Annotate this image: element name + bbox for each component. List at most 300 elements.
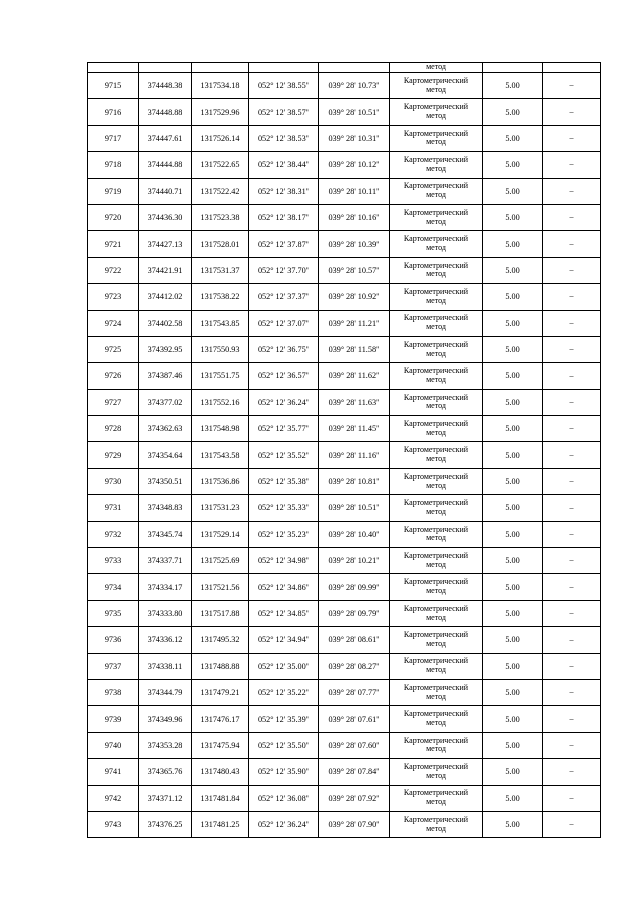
cell-x: 374365.76 — [139, 759, 192, 785]
cell-point: 9725 — [88, 336, 139, 362]
method-text: метод — [426, 559, 446, 569]
cell-longitude: 039° 28' 10.57" — [319, 257, 390, 283]
method-text: метод — [426, 770, 446, 780]
method-text: метод — [426, 665, 446, 675]
cell-point: 9721 — [88, 231, 139, 257]
method-text: метод — [426, 137, 446, 147]
cell-point: 9724 — [88, 310, 139, 336]
method-text: метод — [426, 348, 446, 358]
cell-method: метод — [390, 63, 483, 73]
method-text: Картометрический — [403, 550, 469, 560]
method-text: метод — [426, 243, 446, 253]
cell-latitude: 052° 12' 34.85" — [249, 600, 319, 626]
cell-x: 374448.88 — [139, 99, 192, 125]
cell-x: 374337.71 — [139, 548, 192, 574]
cell-accuracy: 5.00 — [483, 468, 543, 494]
cell-longitude: 039° 28' 10.21" — [319, 548, 390, 574]
cell-point: 9717 — [88, 125, 139, 151]
cell-accuracy: 5.00 — [483, 785, 543, 811]
cell-x: 374377.02 — [139, 389, 192, 415]
cell-method — [390, 785, 483, 811]
table-row — [88, 73, 601, 99]
cell-latitude: 052° 12' 37.37" — [249, 284, 319, 310]
cell-method — [390, 706, 483, 732]
cell-accuracy: 5.00 — [483, 653, 543, 679]
cell-longitude: 039° 28' 11.45" — [319, 416, 390, 442]
cell-longitude: 039° 28' 10.81" — [319, 468, 390, 494]
cell-accuracy: 5.00 — [483, 679, 543, 705]
cell-accuracy: 5.00 — [483, 627, 543, 653]
cell-longitude: 039° 28' 11.62" — [319, 363, 390, 389]
cell-method — [390, 204, 483, 230]
method-text: Картометрический — [403, 418, 469, 428]
table-row — [88, 204, 601, 230]
cell-point: 9741 — [88, 759, 139, 785]
method-text: метод — [426, 506, 446, 516]
cell-note: – — [543, 363, 601, 389]
cell-accuracy: 5.00 — [483, 521, 543, 547]
cell-longitude: 039° 28' 08.61" — [319, 627, 390, 653]
cell-note: – — [543, 679, 601, 705]
cell-latitude: 052° 12' 38.53" — [249, 125, 319, 151]
cell-accuracy: 5.00 — [483, 548, 543, 574]
table-row — [88, 495, 601, 521]
cell-latitude: 052° 12' 36.08" — [249, 785, 319, 811]
cell-point: 9719 — [88, 178, 139, 204]
cell-point: 9735 — [88, 600, 139, 626]
cell-longitude — [319, 63, 390, 73]
cell-latitude: 052° 12' 37.70" — [249, 257, 319, 283]
cell-method — [390, 389, 483, 415]
cell-longitude: 039° 28' 09.79" — [319, 600, 390, 626]
cell-point: 9733 — [88, 548, 139, 574]
cell-point: 9743 — [88, 811, 139, 837]
cell-point: 9727 — [88, 389, 139, 415]
method-text: метод — [426, 638, 446, 648]
cell-accuracy: 5.00 — [483, 204, 543, 230]
method-text: Картометрический — [403, 603, 469, 613]
cell-point: 9736 — [88, 627, 139, 653]
cell-method — [390, 257, 483, 283]
cell-note — [543, 63, 601, 73]
cell-accuracy: 5.00 — [483, 416, 543, 442]
cell-latitude: 052° 12' 35.52" — [249, 442, 319, 468]
method-text: Картометрический — [403, 682, 469, 692]
cell-accuracy: 5.00 — [483, 811, 543, 837]
cell-y: 1317543.85 — [192, 310, 249, 336]
table-row — [88, 442, 601, 468]
method-text: метод — [426, 823, 446, 833]
cell-x: 374387.46 — [139, 363, 192, 389]
cell-method — [390, 759, 483, 785]
cell-note: – — [543, 468, 601, 494]
cell-longitude: 039° 28' 11.21" — [319, 310, 390, 336]
cell-x: 374447.61 — [139, 125, 192, 151]
method-text: Картометрический — [403, 524, 469, 534]
cell-y: 1317543.58 — [192, 442, 249, 468]
cell-longitude: 039° 28' 07.60" — [319, 732, 390, 758]
cell-note: – — [543, 389, 601, 415]
cell-x: 374436.30 — [139, 204, 192, 230]
table-row — [88, 521, 601, 547]
cell-latitude: 052° 12' 34.94" — [249, 627, 319, 653]
cell-method — [390, 125, 483, 151]
cell-longitude: 039° 28' 10.73" — [319, 73, 390, 99]
table-row — [88, 231, 601, 257]
method-text: метод — [426, 216, 446, 226]
cell-note: – — [543, 495, 601, 521]
cell-latitude: 052° 12' 38.17" — [249, 204, 319, 230]
cell-y: 1317550.93 — [192, 336, 249, 362]
cell-longitude: 039° 28' 10.12" — [319, 152, 390, 178]
table-row — [88, 785, 601, 811]
method-text: Картометрический — [403, 128, 469, 138]
cell-latitude: 052° 12' 35.90" — [249, 759, 319, 785]
table-row — [88, 336, 601, 362]
cell-x: 374362.63 — [139, 416, 192, 442]
table-row — [88, 284, 601, 310]
cell-note: – — [543, 627, 601, 653]
cell-x: 374345.74 — [139, 521, 192, 547]
method-text: метод — [426, 111, 446, 121]
cell-point: 9723 — [88, 284, 139, 310]
cell-note: – — [543, 785, 601, 811]
cell-latitude: 052° 12' 34.86" — [249, 574, 319, 600]
cell-point: 9720 — [88, 204, 139, 230]
cell-x: 374354.64 — [139, 442, 192, 468]
table-row — [88, 811, 601, 837]
cell-longitude: 039° 28' 10.11" — [319, 178, 390, 204]
method-text: Картометрический — [403, 339, 469, 349]
cell-accuracy: 5.00 — [483, 178, 543, 204]
table-row — [88, 178, 601, 204]
method-text: Картометрический — [403, 735, 469, 745]
cell-note: – — [543, 336, 601, 362]
cell-accuracy: 5.00 — [483, 706, 543, 732]
cell-method — [390, 442, 483, 468]
cell-longitude: 039° 28' 11.16" — [319, 442, 390, 468]
cell-method — [390, 231, 483, 257]
cell-note: – — [543, 284, 601, 310]
cell-y: 1317536.86 — [192, 468, 249, 494]
method-text: Картометрический — [403, 498, 469, 508]
cell-note: – — [543, 706, 601, 732]
cell-point: 9739 — [88, 706, 139, 732]
cell-accuracy: 5.00 — [483, 336, 543, 362]
cell-y: 1317479.21 — [192, 679, 249, 705]
cell-note: – — [543, 416, 601, 442]
table-row — [88, 574, 601, 600]
cell-x: 374350.51 — [139, 468, 192, 494]
cell-accuracy: 5.00 — [483, 99, 543, 125]
cell-accuracy: 5.00 — [483, 310, 543, 336]
method-text: метод — [426, 84, 446, 94]
cell-longitude: 039° 28' 07.90" — [319, 811, 390, 837]
cell-x: 374353.28 — [139, 732, 192, 758]
cell-accuracy: 5.00 — [483, 363, 543, 389]
cell-point: 9730 — [88, 468, 139, 494]
cell-longitude: 039° 28' 08.27" — [319, 653, 390, 679]
cell-y: 1317488.88 — [192, 653, 249, 679]
cell-latitude: 052° 12' 36.75" — [249, 336, 319, 362]
cell-note: – — [543, 257, 601, 283]
cell-y: 1317529.96 — [192, 99, 249, 125]
cell-method — [390, 468, 483, 494]
cell-note: – — [543, 178, 601, 204]
cell-point: 9737 — [88, 653, 139, 679]
cell-method — [390, 548, 483, 574]
cell-y: 1317528.01 — [192, 231, 249, 257]
table-row — [88, 679, 601, 705]
method-text: Картометрический — [403, 207, 469, 217]
cell-x: 374348.83 — [139, 495, 192, 521]
cell-note: – — [543, 125, 601, 151]
cell-x — [139, 63, 192, 73]
cell-latitude: 052° 12' 35.50" — [249, 732, 319, 758]
cell-point: 9715 — [88, 73, 139, 99]
cell-point: 9738 — [88, 679, 139, 705]
cell-latitude: 052° 12' 35.33" — [249, 495, 319, 521]
cell-longitude: 039° 28' 10.51" — [319, 99, 390, 125]
cell-longitude: 039° 28' 10.39" — [319, 231, 390, 257]
cell-longitude: 039° 28' 07.92" — [319, 785, 390, 811]
cell-longitude: 039° 28' 10.51" — [319, 495, 390, 521]
cell-point: 9728 — [88, 416, 139, 442]
cell-note: – — [543, 759, 601, 785]
cell-x: 374338.11 — [139, 653, 192, 679]
cell-y: 1317552.16 — [192, 389, 249, 415]
cell-latitude: 052° 12' 38.55" — [249, 73, 319, 99]
cell-method — [390, 574, 483, 600]
cell-note: – — [543, 548, 601, 574]
cell-longitude: 039° 28' 10.92" — [319, 284, 390, 310]
cell-accuracy: 5.00 — [483, 284, 543, 310]
cell-point: 9726 — [88, 363, 139, 389]
cell-method — [390, 178, 483, 204]
cell-longitude: 039° 28' 11.58" — [319, 336, 390, 362]
table-row — [88, 363, 601, 389]
cell-latitude: 052° 12' 37.07" — [249, 310, 319, 336]
cell-method — [390, 732, 483, 758]
cell-note: – — [543, 152, 601, 178]
cell-latitude: 052° 12' 35.23" — [249, 521, 319, 547]
document-page — [87, 62, 601, 838]
cell-y: 1317523.38 — [192, 204, 249, 230]
cell-y: 1317529.14 — [192, 521, 249, 547]
method-text: Картометрический — [403, 630, 469, 640]
method-text: Картометрический — [403, 762, 469, 772]
cell-y: 1317521.56 — [192, 574, 249, 600]
cell-note: – — [543, 653, 601, 679]
cell-note: – — [543, 442, 601, 468]
method-text: Картометрический — [403, 181, 469, 191]
cell-accuracy: 5.00 — [483, 759, 543, 785]
method-text: метод — [426, 691, 446, 701]
cell-method — [390, 679, 483, 705]
table-row — [88, 759, 601, 785]
cell-y: 1317476.17 — [192, 706, 249, 732]
cell-note: – — [543, 574, 601, 600]
cell-point: 9716 — [88, 99, 139, 125]
cell-latitude: 052° 12' 34.98" — [249, 548, 319, 574]
cell-x: 374371.12 — [139, 785, 192, 811]
table-row — [88, 706, 601, 732]
cell-point — [88, 63, 139, 73]
method-text: Картометрический — [403, 75, 469, 85]
cell-latitude: 052° 12' 38.44" — [249, 152, 319, 178]
cell-latitude: 052° 12' 35.39" — [249, 706, 319, 732]
cell-x: 374349.96 — [139, 706, 192, 732]
cell-note: – — [543, 204, 601, 230]
cell-point: 9742 — [88, 785, 139, 811]
table-row — [88, 627, 601, 653]
cell-method — [390, 811, 483, 837]
cell-method — [390, 416, 483, 442]
cell-latitude: 052° 12' 38.31" — [249, 178, 319, 204]
cell-note: – — [543, 73, 601, 99]
cell-latitude: 052° 12' 35.38" — [249, 468, 319, 494]
method-text: метод — [426, 427, 446, 437]
cell-note: – — [543, 521, 601, 547]
method-text: метод — [426, 295, 446, 305]
method-text: Картометрический — [403, 709, 469, 719]
cell-x: 374427.13 — [139, 231, 192, 257]
cell-longitude: 039° 28' 07.84" — [319, 759, 390, 785]
method-text: метод — [426, 401, 446, 411]
cell-accuracy: 5.00 — [483, 442, 543, 468]
cell-method — [390, 627, 483, 653]
cell-note: – — [543, 732, 601, 758]
method-text: метод — [426, 163, 446, 173]
table-row — [88, 653, 601, 679]
cell-y: 1317480.43 — [192, 759, 249, 785]
cell-point: 9740 — [88, 732, 139, 758]
cell-y: 1317531.23 — [192, 495, 249, 521]
cell-accuracy: 5.00 — [483, 257, 543, 283]
method-text: Картометрический — [403, 287, 469, 297]
method-text: Картометрический — [403, 471, 469, 481]
cell-point: 9722 — [88, 257, 139, 283]
cell-latitude — [249, 63, 319, 73]
cell-accuracy: 5.00 — [483, 600, 543, 626]
cell-method — [390, 600, 483, 626]
cell-x: 374440.71 — [139, 178, 192, 204]
cell-y: 1317531.37 — [192, 257, 249, 283]
table-row — [88, 257, 601, 283]
cell-y: 1317495.32 — [192, 627, 249, 653]
method-text: Картометрический — [403, 313, 469, 323]
cell-latitude: 052° 12' 35.22" — [249, 679, 319, 705]
cell-accuracy: 5.00 — [483, 732, 543, 758]
table-row — [88, 732, 601, 758]
cell-point: 9729 — [88, 442, 139, 468]
cell-method — [390, 152, 483, 178]
cell-method — [390, 653, 483, 679]
method-text: метод — [426, 612, 446, 622]
cell-x: 374402.58 — [139, 310, 192, 336]
cell-longitude: 039° 28' 10.31" — [319, 125, 390, 151]
method-text: метод — [426, 533, 446, 543]
cell-method — [390, 495, 483, 521]
cell-latitude: 052° 12' 38.57" — [249, 99, 319, 125]
cell-method — [390, 336, 483, 362]
method-text: метод — [426, 744, 446, 754]
cell-x: 374334.17 — [139, 574, 192, 600]
method-text: Картометрический — [403, 577, 469, 587]
cell-longitude: 039° 28' 07.61" — [319, 706, 390, 732]
cell-accuracy: 5.00 — [483, 125, 543, 151]
cell-note: – — [543, 99, 601, 125]
cell-y: 1317534.18 — [192, 73, 249, 99]
cell-longitude: 039° 28' 09.99" — [319, 574, 390, 600]
cell-method — [390, 284, 483, 310]
cell-method — [390, 363, 483, 389]
cell-latitude: 052° 12' 37.87" — [249, 231, 319, 257]
cell-accuracy: 5.00 — [483, 495, 543, 521]
method-text: Картометрический — [403, 656, 469, 666]
table-row — [88, 389, 601, 415]
method-text: Картометрический — [403, 366, 469, 376]
table-row — [88, 416, 601, 442]
cell-y: 1317517.88 — [192, 600, 249, 626]
method-text: метод — [426, 797, 446, 807]
cell-accuracy: 5.00 — [483, 73, 543, 99]
table-row — [88, 310, 601, 336]
cell-latitude: 052° 12' 35.77" — [249, 416, 319, 442]
cell-x: 374333.80 — [139, 600, 192, 626]
cell-note: – — [543, 310, 601, 336]
cell-y: 1317551.75 — [192, 363, 249, 389]
method-text: Картометрический — [403, 788, 469, 798]
cell-y: 1317522.65 — [192, 152, 249, 178]
cell-latitude: 052° 12' 35.00" — [249, 653, 319, 679]
cell-point: 9734 — [88, 574, 139, 600]
cell-longitude: 039° 28' 11.63" — [319, 389, 390, 415]
table-row — [88, 99, 601, 125]
cell-point: 9731 — [88, 495, 139, 521]
method-text: метод — [426, 718, 446, 728]
cell-y — [192, 63, 249, 73]
method-text: Картометрический — [403, 445, 469, 455]
method-text: Картометрический — [403, 155, 469, 165]
cell-note: – — [543, 231, 601, 257]
cell-x: 374392.95 — [139, 336, 192, 362]
method-text: метод — [426, 269, 446, 279]
cell-accuracy: 5.00 — [483, 389, 543, 415]
method-text: метод — [426, 322, 446, 332]
cell-y: 1317525.69 — [192, 548, 249, 574]
cell-x: 374421.91 — [139, 257, 192, 283]
cell-latitude: 052° 12' 36.24" — [249, 811, 319, 837]
method-text: метод — [426, 374, 446, 384]
method-text: метод — [426, 586, 446, 596]
cell-x: 374344.79 — [139, 679, 192, 705]
cell-accuracy: 5.00 — [483, 152, 543, 178]
cell-y: 1317538.22 — [192, 284, 249, 310]
method-text: Картометрический — [403, 234, 469, 244]
method-text: Картометрический — [403, 814, 469, 824]
cell-method — [390, 73, 483, 99]
table-row — [88, 600, 601, 626]
method-text: метод — [426, 190, 446, 200]
table-row — [88, 125, 601, 151]
cell-accuracy — [483, 63, 543, 73]
cell-y: 1317522.42 — [192, 178, 249, 204]
cell-y: 1317481.25 — [192, 811, 249, 837]
cell-x: 374376.25 — [139, 811, 192, 837]
cell-accuracy: 5.00 — [483, 574, 543, 600]
cell-longitude: 039° 28' 10.40" — [319, 521, 390, 547]
